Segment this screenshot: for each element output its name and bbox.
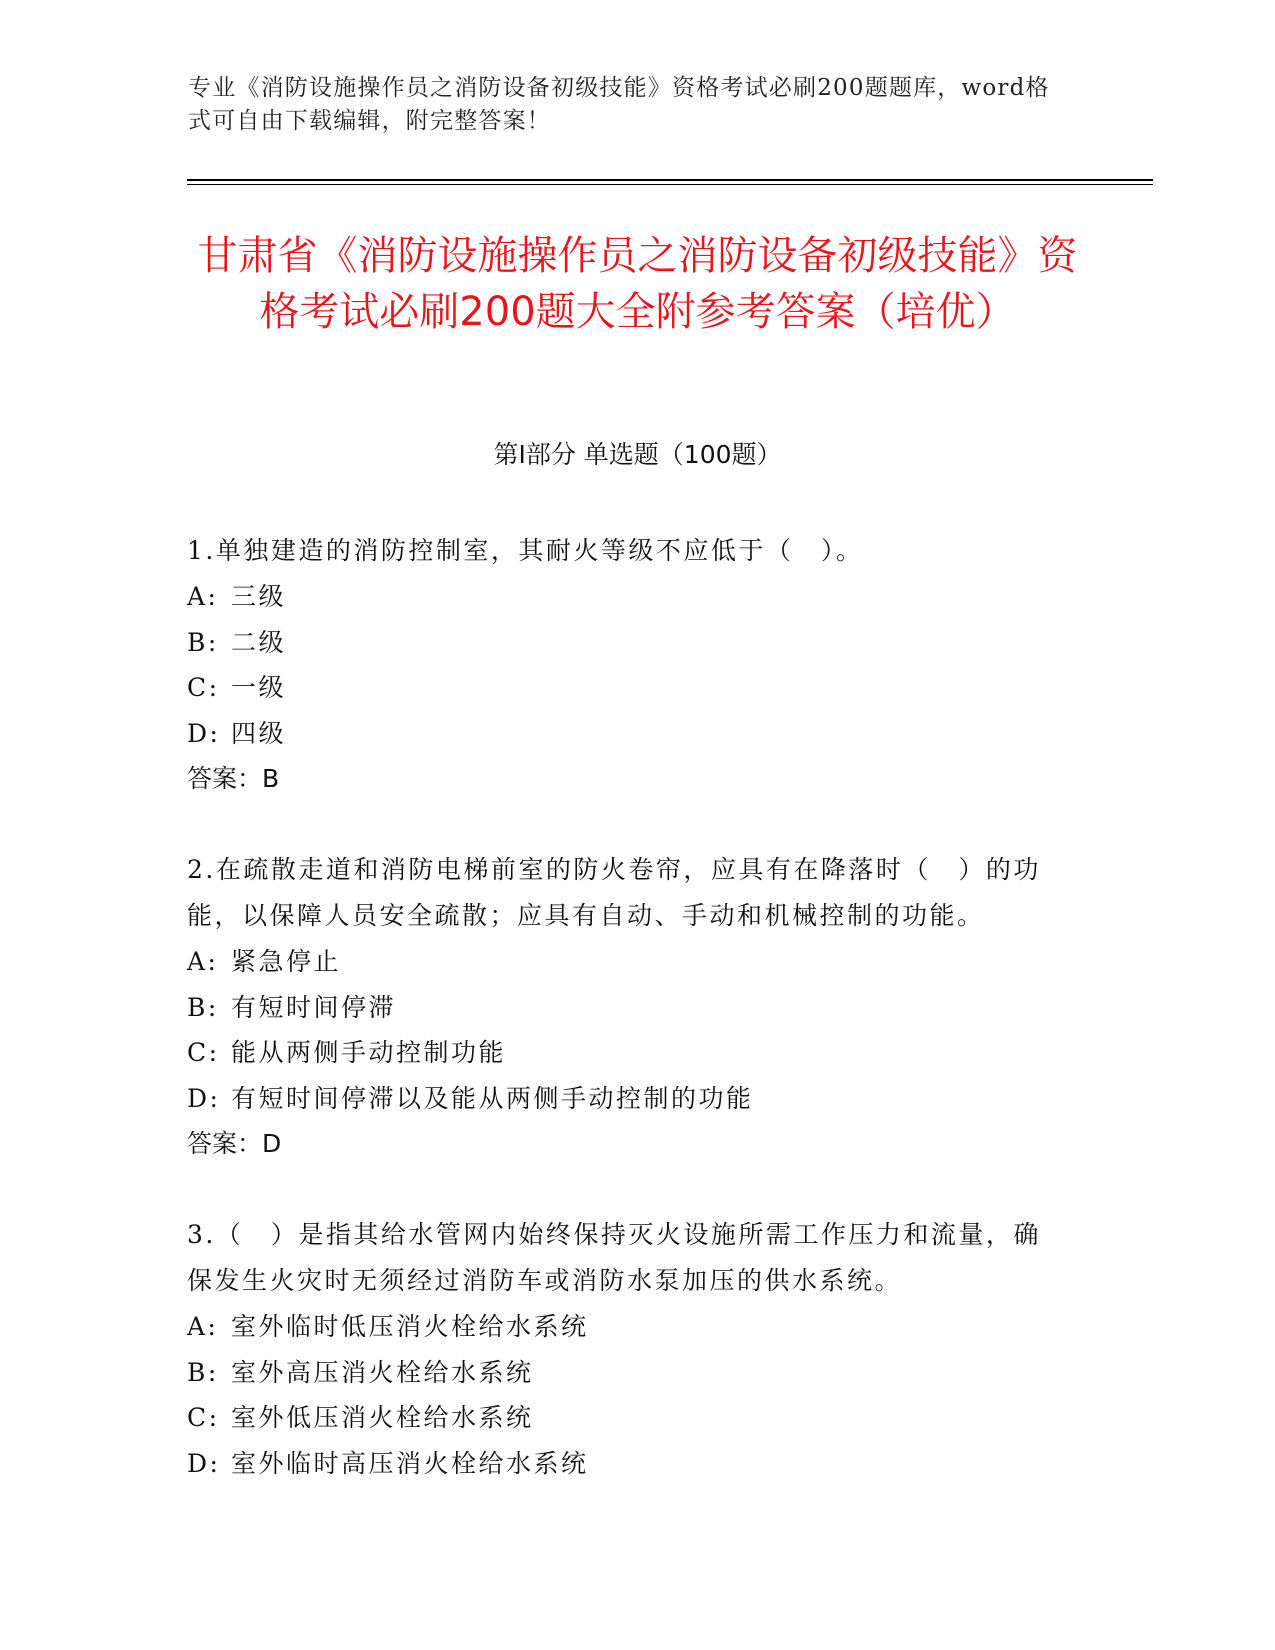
option-letter: C: (187, 1403, 220, 1432)
option-text: 有短时间停滞以及能从两侧手动控制的功能 (231, 1083, 754, 1113)
question-item (187, 1212, 1067, 1486)
option-letter: A: (187, 1312, 219, 1341)
document-title: 甘肃省《消防设施操作员之消防设备初级技能》资格考试必刷200题大全附参考答案（培优） (197, 233, 1078, 335)
question-stem: 1.单独建造的消防控制室，其耐火等级不应低于（ ）。 (187, 536, 864, 565)
option-text: 紧急停止 (231, 947, 342, 976)
option-letter: A: (187, 582, 219, 611)
question-item (187, 528, 1067, 802)
header-divider (187, 179, 1153, 181)
section-title: 第Ⅰ部分 单选题（100题） (493, 440, 782, 469)
option-text: 有短时间停滞 (231, 992, 397, 1022)
question-option (187, 711, 1067, 757)
question-answer: 答案：B (187, 764, 280, 793)
option-text: 一级 (231, 673, 287, 702)
question-option (187, 1395, 1067, 1441)
option-letter: A: (187, 947, 219, 976)
option-letter: B: (187, 627, 219, 657)
question-item (187, 847, 1067, 1167)
option-text: 三级 (231, 582, 287, 611)
question-list (187, 528, 1067, 1531)
question-option (187, 665, 1067, 711)
option-text: 能从两侧手动控制功能 (231, 1038, 507, 1067)
option-text: 室外临时高压消火栓给水系统 (231, 1448, 589, 1478)
question-option (187, 1350, 1067, 1396)
question-option (187, 939, 1067, 985)
header-divider-thin (187, 184, 1153, 185)
option-letter: D: (187, 718, 221, 748)
option-text: 四级 (231, 718, 287, 748)
option-letter: B: (187, 992, 219, 1022)
question-answer: 答案：D (187, 1129, 282, 1158)
question-option (187, 1304, 1067, 1350)
header-note: 专业《消防设施操作员之消防设备初级技能》资格考试必刷200题题库，word格式可自由下载编辑，附完整答案！ (188, 75, 1050, 134)
option-text: 室外高压消火栓给水系统 (231, 1357, 534, 1387)
option-text: 室外低压消火栓给水系统 (231, 1403, 534, 1432)
question-stem: 3.（ ）是指其给水管网内始终保持灭火设施所需工作压力和流量，确保发生火灾时无须经过消防车或消防水泵加压的供水系统。 (187, 1220, 1041, 1295)
option-letter: B: (187, 1357, 219, 1387)
option-text: 二级 (231, 627, 287, 657)
question-option (187, 1030, 1067, 1076)
option-letter: D: (187, 1083, 221, 1113)
question-option (187, 985, 1067, 1031)
option-letter: C: (187, 673, 220, 702)
question-option (187, 1441, 1067, 1487)
question-option (187, 574, 1067, 620)
question-stem: 2.在疏散走道和消防电梯前室的防火卷帘，应具有在降落时（ ）的功能，以保障人员安全疏散；应具有自动、手动和机械控制的功能。 (187, 855, 1041, 930)
question-option (187, 1076, 1067, 1122)
option-letter: C: (187, 1038, 220, 1067)
option-text: 室外临时低压消火栓给水系统 (231, 1312, 589, 1341)
option-letter: D: (187, 1448, 221, 1478)
question-option (187, 620, 1067, 666)
